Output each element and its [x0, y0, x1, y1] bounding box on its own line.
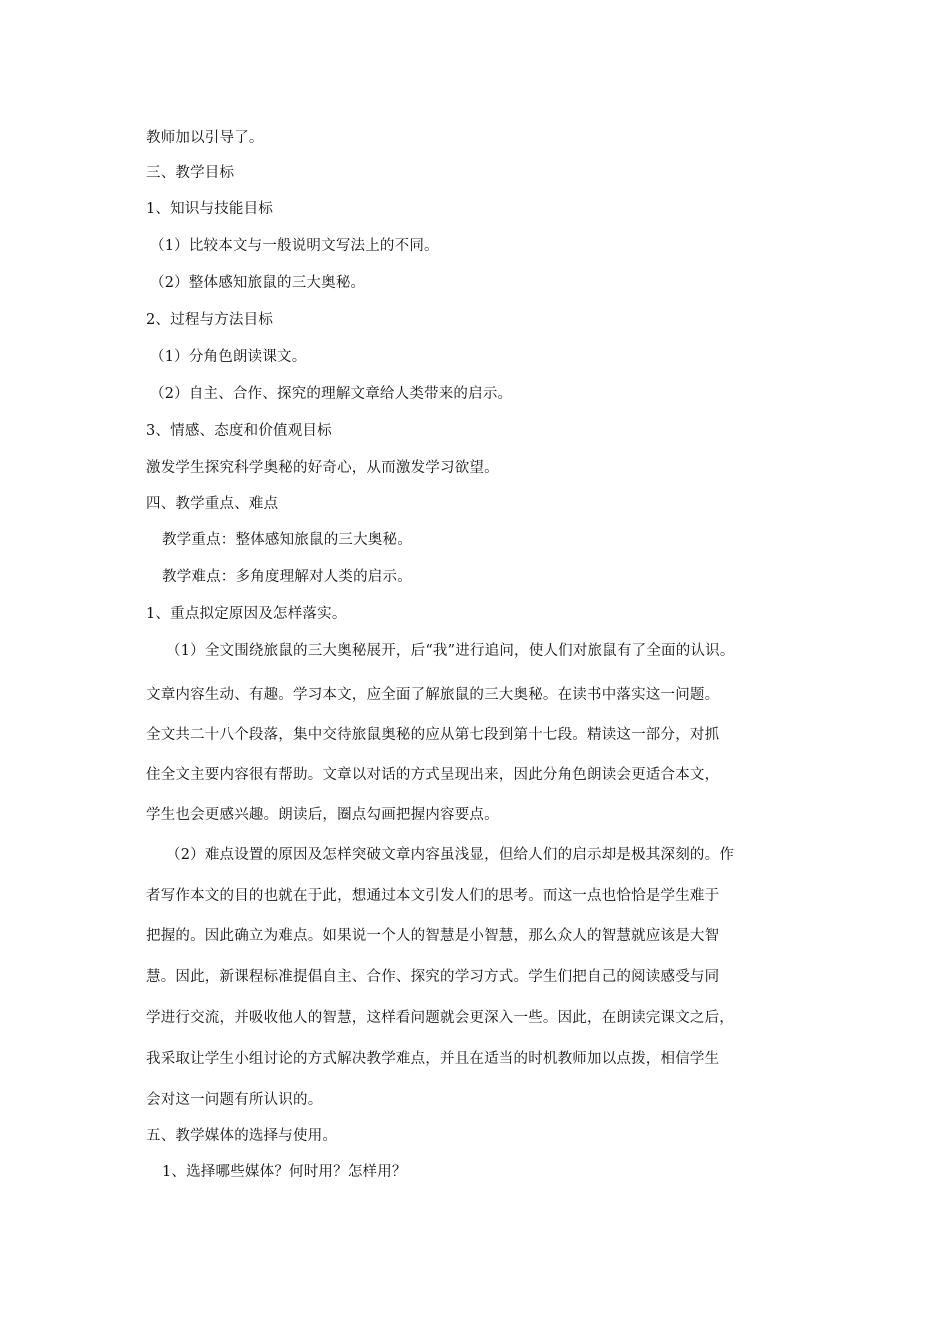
- list-item: （2）自主、合作、探究的理解文章给人类带来的启示。: [150, 386, 513, 402]
- paragraph-line: 慧。因此，新课程标准提倡自主、合作、探究的学习方式。学生们把自己的阅读感受与同: [146, 969, 720, 985]
- paragraph-line: 住全文主要内容很有帮助。文章以对话的方式呈现出来，因此分角色朗读会更适合本文，: [146, 767, 720, 783]
- section-heading: 五、教学媒体的选择与使用。: [146, 1128, 338, 1144]
- subsection-heading: 1、选择哪些媒体？何时用？怎样用？: [162, 1164, 407, 1180]
- subsection-heading: 3、情感、态度和价值观目标: [146, 423, 332, 439]
- list-item: （2）整体感知旅鼠的三大奥秘。: [150, 275, 366, 291]
- paragraph-line: 全文共二十八个段落，集中交待旅鼠奥秘的应从第七段到第十七段。精读这一部分，对抓: [146, 727, 720, 743]
- list-item: （1）分角色朗读课文。: [150, 349, 307, 365]
- paragraph-line: 会对这一问题有所认识的。: [146, 1092, 323, 1108]
- text-line: 教学重点：整体感知旅鼠的三大奥秘。: [162, 532, 412, 548]
- list-item: （1）比较本文与一般说明文写法上的不同。: [150, 238, 439, 254]
- paragraph-line: 者写作本文的目的也就在于此，想通过本文引发人们的思考。而这一点也恰恰是学生难于: [146, 888, 720, 904]
- text-line: 教学难点：多角度理解对人类的启示。: [162, 569, 412, 585]
- paragraph-line: 文章内容生动、有趣。学习本文，应全面了解旅鼠的三大奥秘。在读书中落实这一问题。: [146, 687, 720, 703]
- section-heading: 三、教学目标: [146, 165, 235, 181]
- paragraph-line: 学进行交流，并吸收他人的智慧，这样看问题就会更深入一些。因此，在朗读完课文之后，: [146, 1010, 734, 1026]
- paragraph-line: （2）难点设置的原因及怎样突破文章内容虽浅显，但给人们的启示却是极其深刻的。作: [166, 847, 735, 863]
- text-line: 教师加以引导了。: [146, 130, 264, 146]
- paragraph-line: （1）全文围绕旅鼠的三大奥秘展开，后“我”进行追问，使人们对旅鼠有了全面的认识。: [166, 643, 735, 659]
- section-heading: 四、教学重点、难点: [146, 496, 279, 512]
- paragraph-line: 把握的。因此确立为难点。如果说一个人的智慧是小智慧，那么众人的智慧就应该是大智: [146, 928, 720, 944]
- paragraph-line: 学生也会更感兴趣。朗读后，圈点勾画把握内容要点。: [146, 807, 499, 823]
- paragraph-line: 我采取让学生小组讨论的方式解决教学难点，并且在适当的时机教师加以点拨，相信学生: [146, 1051, 720, 1067]
- subsection-heading: 2、过程与方法目标: [146, 312, 274, 328]
- subsection-heading: 1、知识与技能目标: [146, 201, 274, 217]
- subsection-heading: 1、重点拟定原因及怎样落实。: [146, 606, 347, 622]
- text-line: 激发学生探究科学奥秘的好奇心，从而激发学习欲望。: [146, 460, 499, 476]
